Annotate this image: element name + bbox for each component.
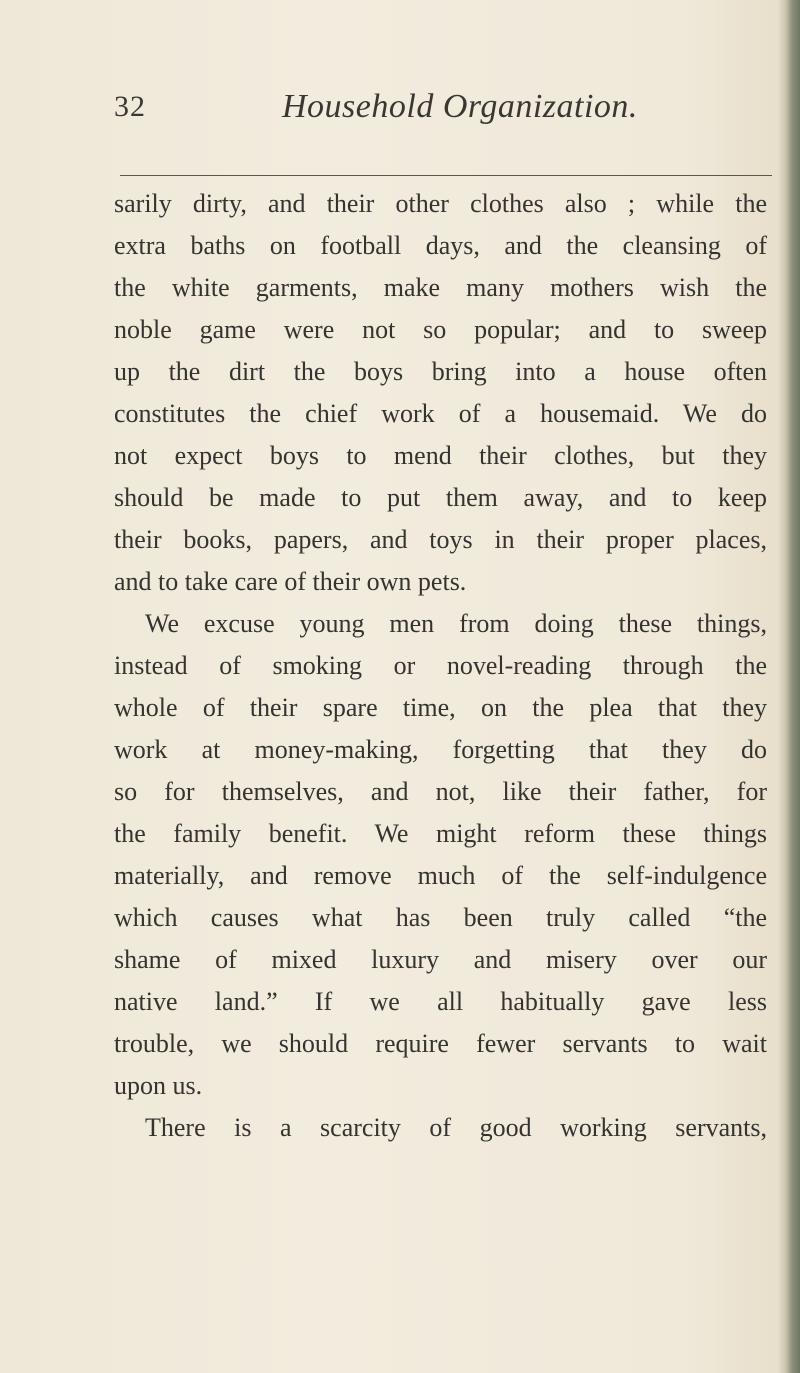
page-number: 32 [114,90,146,123]
text-line: sarily dirty, and their other clothes also ; while the [114,189,767,218]
text-line: not expect boys to mend their clothes, but they [114,441,767,470]
running-title: Household Organization. [282,88,638,125]
page-header [114,90,774,150]
text-line: whole of their spare time, on the plea that they [114,693,767,722]
page-edge-shadow [778,0,800,1373]
text-line: their books, papers, and toys in their proper places, [114,525,767,554]
text-line: instead of smoking or novel-reading through the [114,651,767,680]
body-text [114,183,767,1149]
paragraph-start-line: There is a scarcity of good working servants, [145,1113,767,1142]
text-line: up the dirt the boys bring into a house often [114,357,767,386]
header-rule [120,175,772,176]
text-line: work at money-making, forgetting that they do [114,735,767,764]
text-line: shame of mixed luxury and misery over our [114,945,767,974]
text-line: extra baths on football days, and the cleansing of [114,231,767,260]
text-line: which causes what has been truly called “the [114,903,767,932]
paragraph-start-line: We excuse young men from doing these things, [145,609,767,638]
text-line: trouble, we should require fewer servants to wait [114,1029,767,1058]
text-line: so for themselves, and not, like their father, for [114,777,767,806]
text-line: noble game were not so popular; and to sweep [114,315,767,344]
text-line: the family benefit. We might reform these things [114,819,767,848]
paragraph-end-line: and to take care of their own pets. [114,567,467,596]
paragraph-end-line: upon us. [114,1071,203,1100]
text-line: constitutes the chief work of a housemaid. We do [114,399,767,428]
text-line: materially, and remove much of the self-indulgence [114,861,767,890]
text-line: the white garments, make many mothers wish the [114,273,767,302]
text-line: should be made to put them away, and to keep [114,483,767,512]
text-line: native land.” If we all habitually gave less [114,987,767,1016]
